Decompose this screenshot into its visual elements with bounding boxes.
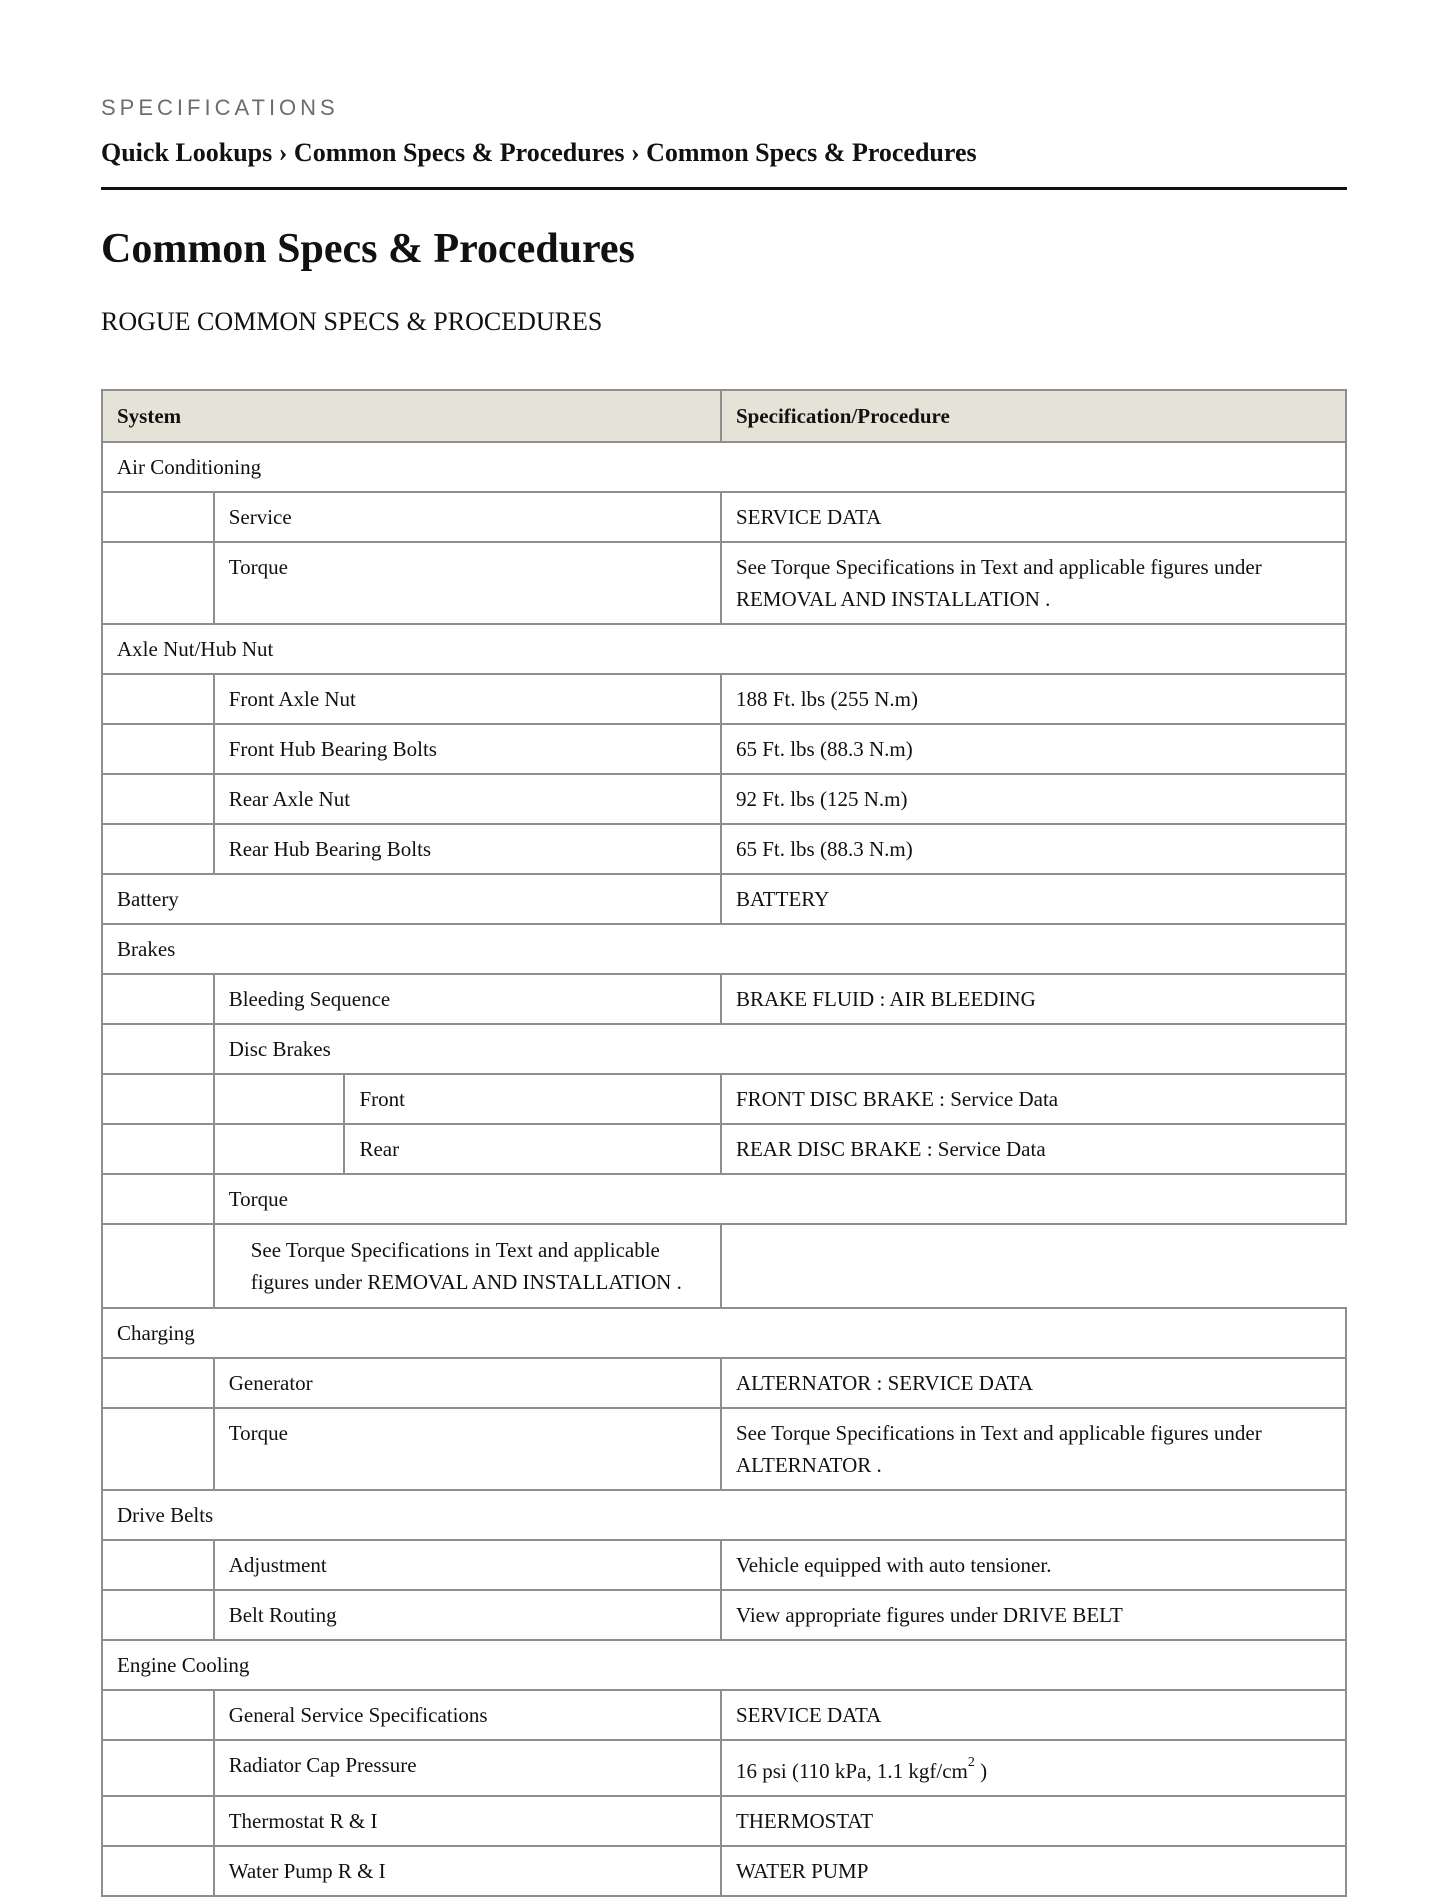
- table-row: [102, 492, 1346, 542]
- table-row: [102, 442, 1346, 492]
- table-row: [102, 1308, 1346, 1358]
- spec-value[interactable]: View appropriate figures under DRIVE BELT: [721, 1590, 1346, 1640]
- indent-cell: [102, 1174, 214, 1224]
- table-row: [102, 1640, 1346, 1690]
- spec-value[interactable]: ALTERNATOR : SERVICE DATA: [721, 1358, 1346, 1408]
- empty-cell: [721, 1224, 1346, 1308]
- indent-cell: [214, 1124, 345, 1174]
- spec-value[interactable]: FRONT DISC BRAKE : Service Data: [721, 1074, 1346, 1124]
- specs-table: [101, 389, 1347, 1897]
- table-row: [102, 1690, 1346, 1740]
- indent-cell: [214, 1074, 345, 1124]
- torque-note[interactable]: See Torque Specifications in Text and applicable figures under REMOVAL AND INSTALLATION .: [214, 1224, 721, 1308]
- indent-cell: [102, 1358, 214, 1408]
- table-row: [102, 1408, 1346, 1490]
- indent-cell: [102, 1224, 214, 1308]
- subgroup-label: Disc Brakes: [214, 1024, 1346, 1074]
- indent-cell: [102, 1740, 214, 1796]
- item-label: Generator: [214, 1358, 721, 1408]
- spec-value: 188 Ft. lbs (255 N.m): [721, 674, 1346, 724]
- spec-text-end: ): [974, 1759, 988, 1783]
- page-title: Common Specs & Procedures: [101, 226, 635, 272]
- table-row: [102, 1590, 1346, 1640]
- table-row: [102, 1024, 1346, 1074]
- header-divider: [101, 187, 1347, 190]
- indent-cell: [102, 1074, 214, 1124]
- item-label: Rear Axle Nut: [214, 774, 721, 824]
- item-label: Torque: [214, 542, 721, 624]
- breadcrumb-separator: ›: [278, 138, 288, 167]
- page-subtitle: ROGUE COMMON SPECS & PROCEDURES: [101, 307, 603, 336]
- system-group-label: Engine Cooling: [102, 1640, 1346, 1690]
- subgroup-label: Torque: [214, 1174, 1346, 1224]
- table-row: [102, 1174, 1346, 1224]
- system-group-label: Drive Belts: [102, 1490, 1346, 1540]
- indent-cell: [102, 974, 214, 1024]
- breadcrumb-item-common-specs[interactable]: Common Specs & Procedures: [293, 138, 625, 167]
- spec-value[interactable]: See Torque Specifications in Text and applicable figures under REMOVAL AND INSTALLATION .: [721, 542, 1346, 624]
- breadcrumb-separator: ›: [630, 138, 640, 167]
- table-row: [102, 824, 1346, 874]
- indent-cell: [102, 724, 214, 774]
- column-header-system: System: [102, 390, 721, 442]
- indent-cell: [102, 1796, 214, 1846]
- indent-cell: [102, 674, 214, 724]
- system-group-label: Axle Nut/Hub Nut: [102, 624, 1346, 674]
- indent-cell: [102, 1124, 214, 1174]
- table-row: [102, 1540, 1346, 1590]
- spec-value: [721, 1740, 1346, 1796]
- indent-cell: [102, 774, 214, 824]
- table-row: [102, 1224, 1346, 1308]
- table-row: [102, 542, 1346, 624]
- spec-value: 65 Ft. lbs (88.3 N.m): [721, 724, 1346, 774]
- system-group-label: Charging: [102, 1308, 1346, 1358]
- item-label: Rear: [344, 1124, 720, 1174]
- item-label: Belt Routing: [214, 1590, 721, 1640]
- item-label: Water Pump R & I: [214, 1846, 721, 1896]
- indent-cell: [102, 1408, 214, 1490]
- item-label: Torque: [214, 1408, 721, 1490]
- table-header-row: [102, 390, 1346, 442]
- table-row: [102, 974, 1346, 1024]
- table-row: [102, 924, 1346, 974]
- item-label: Front Axle Nut: [214, 674, 721, 724]
- spec-value[interactable]: BATTERY: [721, 874, 1346, 924]
- item-label: Radiator Cap Pressure: [214, 1740, 721, 1796]
- table-row: [102, 1124, 1346, 1174]
- indent-cell: [102, 824, 214, 874]
- indent-cell: [102, 1690, 214, 1740]
- item-label: Rear Hub Bearing Bolts: [214, 824, 721, 874]
- breadcrumb-item-current: Common Specs & Procedures: [646, 138, 977, 167]
- table-row: [102, 774, 1346, 824]
- item-label: Bleeding Sequence: [214, 974, 721, 1024]
- table-row: [102, 674, 1346, 724]
- system-group-label: Battery: [102, 874, 721, 924]
- item-label: Service: [214, 492, 721, 542]
- spec-value[interactable]: REAR DISC BRAKE : Service Data: [721, 1124, 1346, 1174]
- section-eyebrow: SPECIFICATIONS: [101, 95, 339, 120]
- spec-value: 65 Ft. lbs (88.3 N.m): [721, 824, 1346, 874]
- breadcrumb: [101, 138, 1347, 168]
- indent-cell: [102, 1540, 214, 1590]
- spec-text: 16 psi (110 kPa, 1.1 kgf/cm: [735, 1759, 968, 1783]
- table-row: [102, 1358, 1346, 1408]
- table-row: [102, 1740, 1346, 1796]
- item-label: General Service Specifications: [214, 1690, 721, 1740]
- table-row: [102, 1846, 1346, 1896]
- indent-cell: [102, 1590, 214, 1640]
- spec-value: 92 Ft. lbs (125 N.m): [721, 774, 1346, 824]
- column-header-spec: Specification/Procedure: [721, 390, 1346, 442]
- item-label: Thermostat R & I: [214, 1796, 721, 1846]
- item-label: Adjustment: [214, 1540, 721, 1590]
- spec-value[interactable]: THERMOSTAT: [721, 1796, 1346, 1846]
- indent-cell: [102, 542, 214, 624]
- indent-cell: [102, 492, 214, 542]
- spec-value[interactable]: WATER PUMP: [721, 1846, 1346, 1896]
- spec-value[interactable]: See Torque Specifications in Text and applicable figures under ALTERNATOR .: [721, 1408, 1346, 1490]
- table-row: [102, 724, 1346, 774]
- item-label: Front Hub Bearing Bolts: [214, 724, 721, 774]
- spec-value[interactable]: BRAKE FLUID : AIR BLEEDING: [721, 974, 1346, 1024]
- system-group-label: Brakes: [102, 924, 1346, 974]
- spec-value[interactable]: SERVICE DATA: [721, 492, 1346, 542]
- superscript: 2: [967, 1755, 975, 1770]
- indent-cell: [102, 1024, 214, 1074]
- table-row: [102, 1490, 1346, 1540]
- breadcrumb-item-quick-lookups[interactable]: Quick Lookups: [101, 138, 273, 167]
- spec-value: Vehicle equipped with auto tensioner.: [721, 1540, 1346, 1590]
- indent-cell: [102, 1846, 214, 1896]
- table-row: [102, 1074, 1346, 1124]
- spec-value[interactable]: SERVICE DATA: [721, 1690, 1346, 1740]
- table-row: [102, 624, 1346, 674]
- item-label: Front: [344, 1074, 720, 1124]
- system-group-label: Air Conditioning: [102, 442, 1346, 492]
- table-row: [102, 874, 1346, 924]
- table-row: [102, 1796, 1346, 1846]
